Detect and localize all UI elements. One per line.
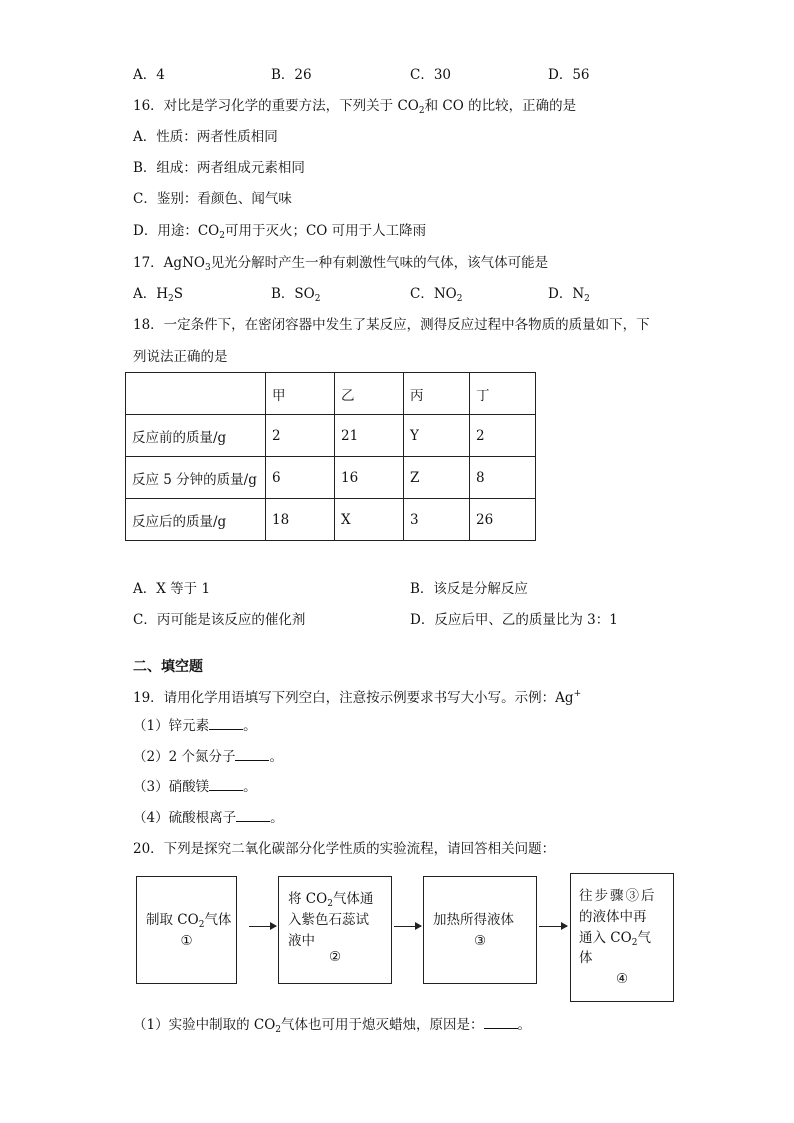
table-row bbox=[126, 457, 536, 499]
table-cell: 甲 bbox=[266, 373, 335, 415]
q16-option-d: D．用途：$CO_2$可用于灭火；CO 可用于人工降雨 bbox=[133, 223, 427, 241]
table-cell: 丁 bbox=[470, 373, 536, 415]
q20-sub-1: （1）实验中制取的 $CO_2$气体也可用于熄灭蜡烛，原因是： 。 bbox=[133, 1017, 532, 1035]
table-row bbox=[126, 499, 536, 541]
table-cell: 8 bbox=[470, 457, 536, 499]
q17-stem: 17．AgNO$_3$见光分解时产生一种有刺激性气味的气体，该气体可能是 bbox=[133, 255, 549, 273]
arrow-icon bbox=[394, 926, 421, 927]
table-cell: 18 bbox=[266, 499, 335, 541]
q17-option-a: A．$H_2S$ bbox=[133, 286, 184, 304]
q15-option-b: B．26 bbox=[271, 67, 312, 83]
answer-blank[interactable] bbox=[235, 747, 269, 761]
answer-blank[interactable] bbox=[209, 777, 243, 791]
table-cell: 乙 bbox=[335, 373, 404, 415]
q19-stem: 19．请用化学用语填写下列空白，注意按示例要求书写大小写。示例：Ag+ bbox=[133, 689, 582, 706]
table-cell: 反应后的质量/g bbox=[126, 499, 266, 541]
table-cell: 丙 bbox=[404, 373, 470, 415]
q16-option-c: C．鉴别：看颜色、闻气味 bbox=[133, 191, 292, 207]
answer-blank[interactable] bbox=[209, 716, 243, 730]
q20-stem: 20．下列是探究二氧化碳部分化学性质的实验流程，请回答相关问题： bbox=[133, 841, 556, 857]
q18-mass-table bbox=[125, 372, 536, 541]
q18-option-a: A．X 等于 1 bbox=[133, 581, 211, 597]
step-number: ① bbox=[180, 933, 193, 949]
q17-option-d: D．$N_2$ bbox=[548, 286, 590, 304]
answer-blank[interactable] bbox=[484, 1015, 518, 1029]
q18-stem-line1: 18．一定条件下，在密闭容器中发生了某反应，测得反应过程中各物质的质量如下，下 bbox=[133, 317, 650, 333]
q19-item-4: （4）硫酸根离子 。 bbox=[133, 810, 284, 826]
q18-option-c: C．丙可能是该反应的催化剂 bbox=[133, 612, 306, 628]
flow-step-1: 制取 $CO_2$气体 ① bbox=[136, 876, 237, 984]
q17-option-c: C．$NO_2$ bbox=[410, 286, 463, 304]
table-cell: Y bbox=[404, 415, 470, 457]
table-cell: 21 bbox=[335, 415, 404, 457]
table-cell: 2 bbox=[266, 415, 335, 457]
q18-stem-line2: 列说法正确的是 bbox=[133, 349, 228, 365]
table-cell: 反应 5 分钟的质量/g bbox=[126, 457, 266, 499]
table-cell: 6 bbox=[266, 457, 335, 499]
step-number: ③ bbox=[473, 933, 487, 949]
q19-item-1: （1）锌元素 。 bbox=[133, 718, 257, 734]
table-cell: 2 bbox=[470, 415, 536, 457]
q19-item-3: （3）硝酸镁 。 bbox=[133, 779, 257, 795]
table-header-row bbox=[126, 373, 536, 415]
table-cell: X bbox=[335, 499, 404, 541]
q16-stem: 16．对比是学习化学的重要方法，下列关于 $CO_2$和 CO 的比较，正确的是 bbox=[133, 98, 577, 116]
arrow-icon bbox=[539, 926, 567, 927]
flow-step-3: 加热所得液体 ③ bbox=[423, 876, 537, 984]
q17-option-b: B．$SO_2$ bbox=[271, 286, 321, 304]
q15-option-a: A．4 bbox=[133, 67, 165, 83]
arrow-icon bbox=[249, 926, 276, 927]
table-cell: 3 bbox=[404, 499, 470, 541]
flow-step-2: 将 $CO_2$气体通 入紫色石蕊试 液中 ② bbox=[278, 876, 392, 984]
q16-option-b: B．组成：两者组成元素相同 bbox=[133, 160, 305, 176]
table-cell bbox=[126, 373, 266, 415]
q18-option-d: D．反应后甲、乙的质量比为 3：1 bbox=[410, 612, 618, 628]
section-heading: 二、填空题 bbox=[133, 659, 203, 675]
q16-option-a: A．性质：两者性质相同 bbox=[133, 129, 278, 145]
step-number: ④ bbox=[615, 971, 629, 987]
q19-item-2: （2）2 个氮分子 。 bbox=[133, 749, 283, 765]
table-cell: 反应前的质量/g bbox=[126, 415, 266, 457]
q15-option-c: C．30 bbox=[410, 67, 452, 83]
answer-blank[interactable] bbox=[236, 808, 270, 822]
step-number: ② bbox=[328, 949, 342, 965]
flow-step-4: 往步骤③后 的液体中再 通入 $CO_2$气 体 ④ bbox=[570, 873, 674, 1002]
table-cell: 16 bbox=[335, 457, 404, 499]
table-cell: Z bbox=[404, 457, 470, 499]
q18-option-b: B．该反是分解反应 bbox=[410, 581, 528, 597]
table-cell: 26 bbox=[470, 499, 536, 541]
table-row bbox=[126, 415, 536, 457]
q15-option-d: D．56 bbox=[548, 67, 590, 83]
